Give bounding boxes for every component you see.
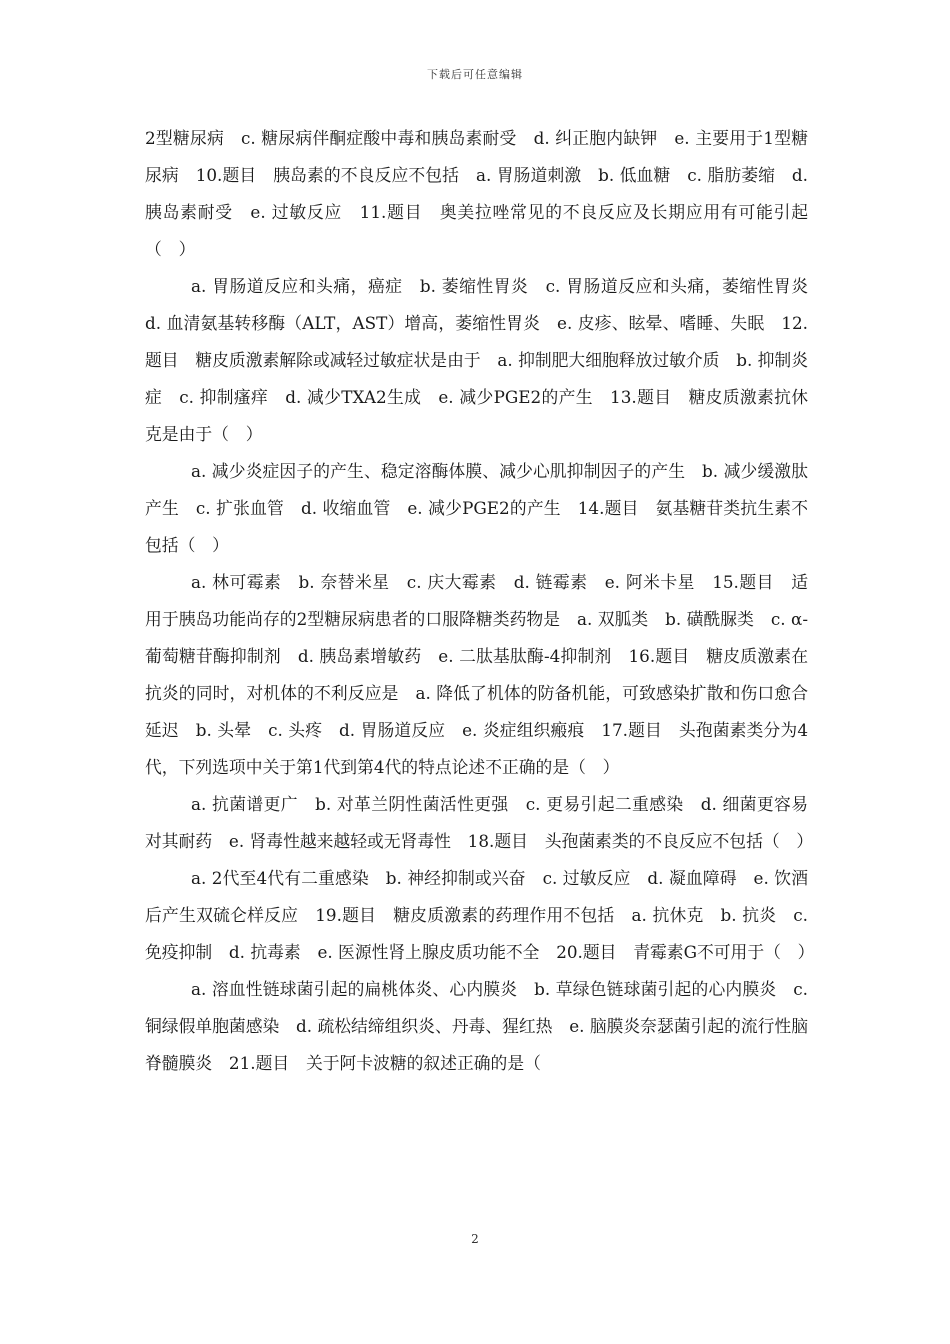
paragraph-6: a. 2代至4代有二重感染 b. 神经抑制或兴奋 c. 过敏反应 d. 凝血障碍 e. 饮酒后产生双硫仑样反应 19.题目 糖皮质激素的药理作用不包括 a. 抗休克 b. 抗炎 c. 免疫抑制 d. 抗毒素 e. 医源性肾上腺皮质功能不全 20.题目 青霉素G不可用于（ ） bbox=[145, 868, 815, 962]
paragraph-4: a. 林可霉素 b. 奈替米星 c. 庆大霉素 d. 链霉素 e. 阿米卡星 15.题目 适用于胰岛功能尚存的2型糖尿病患者的口服降糖类药物是 a. 双胍类 b. 磺酰脲类 c. α-葡萄糖苷酶抑制剂 d. 胰岛素增敏药 e. 二肽基肽酶-4抑制剂 16.题目 糖皮质激素在抗炎的同时，对机体的不利反应是 a. 降低了机体的防备机能，可致感染扩散和伤口愈合延迟 b. 头晕 c. 头疼 d. 胃肠道反应 e. 炎症组织瘢痕 17.题目 头孢菌素类分为4代，下列选项中关于第1代到第4代的特点论述不正确的是（ ） bbox=[145, 572, 808, 777]
paragraph-1: 2型糖尿病 c. 糖尿病伴酮症酸中毒和胰岛素耐受 d. 纠正胞内缺钾 e. 主要用于1型糖尿病 10.题目 胰岛素的不良反应不包括 a. 胃肠道刺激 b. 低血糖 c. 脂肪萎缩 d. 胰岛素耐受 e. 过敏反应 11.题目 奥美拉唑常见的不良反应及长期应用有可能引起（ ） bbox=[145, 128, 808, 259]
paragraph-2: a. 胃肠道反应和头痛，癌症 b. 萎缩性胃炎 c. 胃肠道反应和头痛，萎缩性胃炎 d. 血清氨基转移酶（ALT，AST）增高，萎缩性胃炎 e. 皮疹、眩晕、嗜睡、失眠 12.题目 糖皮质激素解除或减轻过敏症状是由于 a. 抑制肥大细胞释放过敏介质 b. 抑制炎症 c. 抑制瘙痒 d. 减少TXA2生成 e. 减少PGE2的产生 13.题目 糖皮质激素抗休克是由于（ ） bbox=[145, 276, 825, 444]
paragraph-7: a. 溶血性链球菌引起的扁桃体炎、心内膜炎 b. 草绿色链球菌引起的心内膜炎 c. 铜绿假单胞菌感染 d. 疏松结缔组织炎、丹毒、猩红热 e. 脑膜炎奈瑟菌引起的流行性脑脊髓膜炎 21.题目 关于阿卡波糖的叙述正确的是（ bbox=[145, 979, 808, 1073]
document-body bbox=[145, 120, 825, 1082]
paragraph-3: a. 减少炎症因子的产生、稳定溶酶体膜、减少心肌抑制因子的产生 b. 减少缓激肽产生 c. 扩张血管 d. 收缩血管 e. 减少PGE2的产生 14.题目 氨基糖苷类抗生素不包括（ ） bbox=[145, 461, 808, 555]
page-number: 2 bbox=[471, 1232, 479, 1246]
paragraph-5: a. 抗菌谱更广 b. 对革兰阴性菌活性更强 c. 更易引起二重感染 d. 细菌更容易对其耐药 e. 肾毒性越来越轻或无肾毒性 18.题目 头孢菌素类的不良反应不包括（ ） bbox=[145, 794, 814, 851]
page-header: 下载后可任意编辑 bbox=[427, 68, 523, 81]
